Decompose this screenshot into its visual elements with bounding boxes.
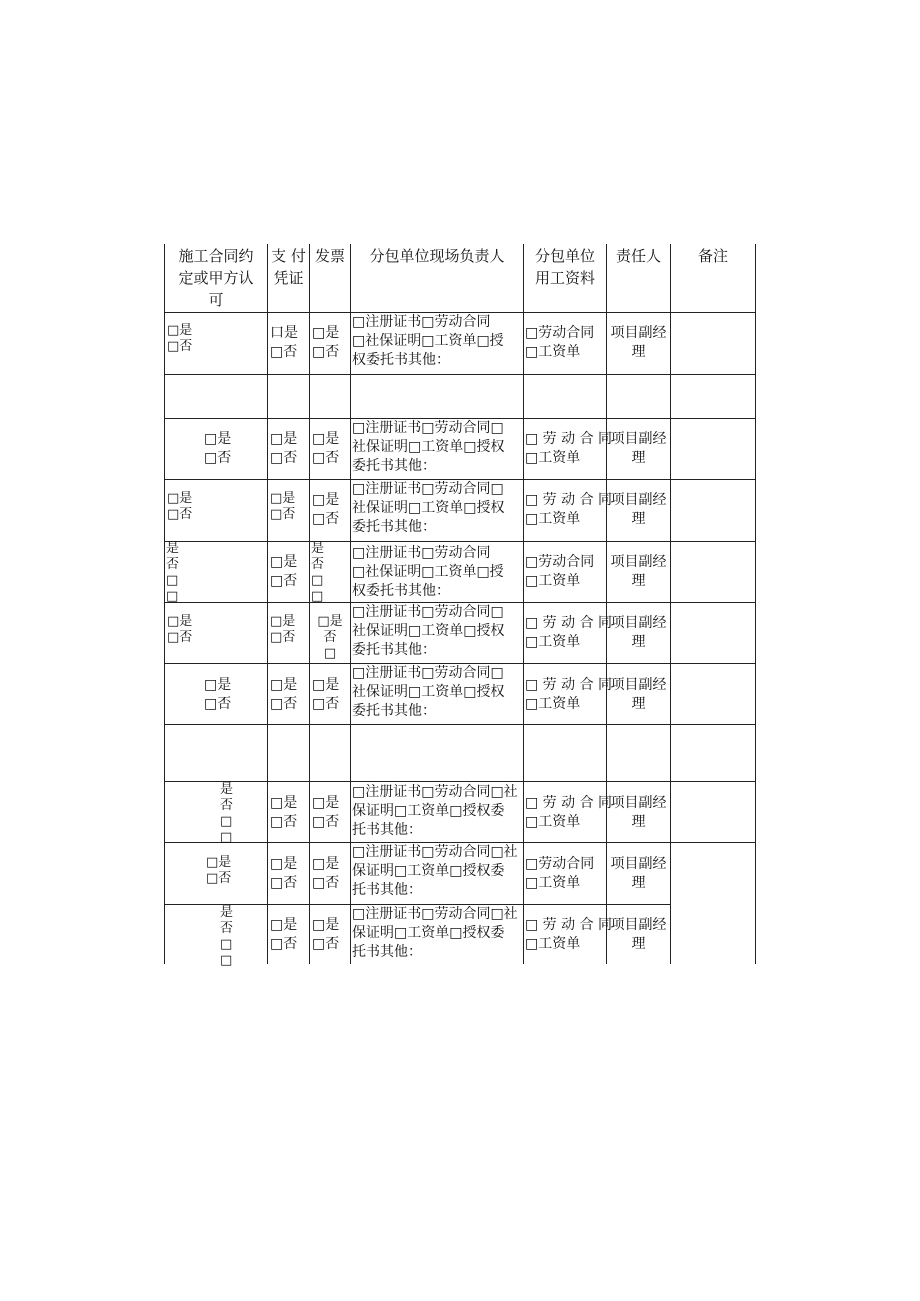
- labor-option[interactable]: □ 劳 动 合 同: [525, 431, 613, 447]
- checkbox-no[interactable]: □否: [270, 450, 298, 466]
- doc-options-line[interactable]: 社保证明□工资单□授权: [352, 623, 505, 639]
- row-contract-checkboxes[interactable]: [204, 430, 231, 468]
- doc-options-line[interactable]: □社保证明□工资单□授: [352, 333, 504, 349]
- header-text: 可: [208, 291, 224, 309]
- checkbox-no[interactable]: 否: [220, 798, 234, 813]
- checkbox-yes[interactable]: □是: [204, 677, 232, 693]
- doc-options-line[interactable]: 社保证明□工资单□授权: [352, 684, 505, 700]
- header-text: 责任人: [615, 247, 661, 265]
- row-payment-checkboxes[interactable]: [270, 794, 297, 832]
- row-payment-checkboxes[interactable]: [270, 324, 298, 362]
- row-manager-docs[interactable]: [352, 313, 504, 370]
- responsible-text: 理: [631, 936, 646, 952]
- table-border-right: [755, 244, 756, 964]
- doc-options-line[interactable]: 托书其他：: [352, 822, 422, 838]
- checkbox-no[interactable]: □否: [312, 696, 340, 712]
- header-text: 支 付: [271, 247, 306, 265]
- checkbox[interactable]: □: [323, 646, 337, 661]
- responsible-text: 项目副经: [610, 917, 667, 933]
- checkbox-no[interactable]: □否: [270, 936, 298, 952]
- header-responsible: [607, 245, 670, 267]
- labor-option[interactable]: □工资单: [525, 450, 581, 466]
- header-text: 凭证: [273, 269, 304, 287]
- checkbox-yes[interactable]: □是: [167, 323, 193, 338]
- row-manager-docs[interactable]: [352, 419, 504, 476]
- checkbox-yes[interactable]: □是: [206, 855, 232, 870]
- checkbox-yes[interactable]: □是: [312, 431, 340, 447]
- checkbox[interactable]: □: [220, 953, 233, 968]
- doc-options-line[interactable]: □注册证书□劳动合同□社: [352, 784, 518, 800]
- row-invoice-checkboxes[interactable]: [312, 324, 339, 362]
- checkbox-yes[interactable]: □是: [312, 856, 340, 872]
- header-invoice: [310, 245, 350, 267]
- labor-option[interactable]: □工资单: [525, 634, 581, 650]
- checkbox[interactable]: □: [166, 573, 179, 588]
- header-onsite-manager: [351, 245, 523, 267]
- row-responsible: [607, 794, 670, 832]
- row-invoice-checkboxes[interactable]: [312, 916, 339, 954]
- row-manager-docs[interactable]: [352, 603, 504, 660]
- labor-option[interactable]: □劳动合同: [525, 554, 595, 570]
- row-responsible: [607, 855, 670, 893]
- checkbox-no[interactable]: □否: [206, 871, 232, 886]
- responsible-text: 项目副经: [610, 856, 667, 872]
- checkbox-no[interactable]: □否: [270, 875, 298, 891]
- doc-options-line[interactable]: 社保证明□工资单□授权: [352, 439, 505, 455]
- row-payment-checkboxes[interactable]: [270, 553, 297, 591]
- row-labor-docs[interactable]: [525, 855, 594, 893]
- doc-options-line[interactable]: □注册证书□劳动合同□: [352, 481, 504, 497]
- labor-option[interactable]: □工资单: [525, 814, 581, 830]
- doc-options-line[interactable]: □注册证书□劳动合同□: [352, 665, 504, 681]
- checkbox-yes[interactable]: □是: [270, 554, 298, 570]
- row-labor-docs[interactable]: [525, 324, 594, 362]
- row-invoice-checkboxes[interactable]: [312, 491, 339, 529]
- checkbox-yes[interactable]: □是: [312, 325, 340, 341]
- checkbox-yes[interactable]: □是: [167, 491, 193, 506]
- doc-options-line[interactable]: □注册证书□劳动合同□社: [352, 906, 518, 922]
- row-contract-checkboxes[interactable]: [167, 323, 192, 355]
- responsible-text: 项目副经: [610, 615, 667, 631]
- row-payment-checkboxes[interactable]: [270, 676, 297, 714]
- checkbox-yes[interactable]: □是: [312, 795, 340, 811]
- labor-option[interactable]: □工资单: [525, 936, 581, 952]
- checkbox-no[interactable]: □否: [204, 450, 232, 466]
- row-manager-docs[interactable]: [352, 783, 518, 840]
- responsible-text: 项目副经: [610, 795, 667, 811]
- checkbox-yes[interactable]: □是: [270, 431, 298, 447]
- doc-options-line[interactable]: □社保证明□工资单□授: [352, 564, 504, 580]
- checkbox-no[interactable]: □否: [167, 630, 193, 645]
- responsible-text: 理: [631, 511, 646, 527]
- row-responsible: [607, 430, 670, 468]
- row-divider: [164, 541, 756, 542]
- checkbox-yes[interactable]: □是: [312, 677, 340, 693]
- column-divider: [309, 244, 310, 964]
- row-responsible: [607, 614, 670, 652]
- doc-options-line[interactable]: 委托书其他：: [352, 458, 436, 474]
- responsible-text: 理: [631, 450, 646, 466]
- checkbox-no[interactable]: □否: [312, 450, 340, 466]
- row-divider: [164, 781, 756, 782]
- checkbox-no[interactable]: □否: [270, 630, 296, 645]
- header-text: 定或甲方认: [178, 269, 254, 287]
- row-payment-checkboxes[interactable]: [270, 614, 295, 646]
- labor-option[interactable]: □工资单: [525, 344, 581, 360]
- row-divider: [164, 374, 756, 375]
- responsible-text: 项目副经: [610, 431, 667, 447]
- row-invoice-checkboxes[interactable]: [312, 676, 339, 714]
- doc-options-line[interactable]: 委托书其他：: [352, 519, 436, 535]
- labor-option[interactable]: □ 劳 动 合 同: [525, 492, 613, 508]
- labor-option[interactable]: □ 劳 动 合 同: [525, 615, 613, 631]
- row-divider: [164, 724, 756, 725]
- row-contract-checkboxes[interactable]: [204, 676, 231, 714]
- row-labor-docs[interactable]: [525, 916, 612, 954]
- row-responsible: [607, 324, 670, 362]
- row-labor-docs[interactable]: [525, 676, 612, 714]
- header-text: 分包单位: [534, 247, 595, 265]
- row-responsible: [607, 553, 670, 591]
- checkbox-no[interactable]: 否: [166, 557, 180, 572]
- responsible-text: 项目副经: [610, 325, 667, 341]
- row-responsible: [607, 491, 670, 529]
- checkbox-no[interactable]: □否: [270, 573, 298, 589]
- responsible-text: 理: [631, 814, 646, 830]
- column-divider: [523, 244, 524, 964]
- header-text: 分包单位现场负责人: [369, 247, 505, 265]
- checkbox-yes[interactable]: □是: [167, 614, 193, 629]
- doc-options-line[interactable]: 权委托书其他：: [352, 352, 450, 368]
- doc-options-line[interactable]: □注册证书□劳动合同□社: [352, 844, 518, 860]
- checkbox-yes[interactable]: □是: [317, 614, 343, 629]
- responsible-text: 理: [631, 344, 646, 360]
- doc-options-line[interactable]: 保证明□工资单□授权委: [352, 803, 505, 819]
- checkbox-no[interactable]: □否: [270, 344, 298, 360]
- checkbox-yes[interactable]: 是: [166, 541, 180, 556]
- labor-option[interactable]: □ 劳 动 合 同: [525, 917, 613, 933]
- checkbox-no[interactable]: □否: [312, 936, 340, 952]
- checkbox-yes[interactable]: □是: [312, 917, 340, 933]
- checkbox-no[interactable]: □否: [167, 507, 193, 522]
- responsible-text: 项目副经: [610, 492, 667, 508]
- checkbox-no[interactable]: 否: [323, 630, 337, 645]
- labor-option[interactable]: □劳动合同: [525, 325, 595, 341]
- checkbox[interactable]: □: [311, 573, 324, 588]
- checkbox-no[interactable]: □否: [270, 507, 296, 522]
- row-contract-checkboxes[interactable]: [167, 491, 192, 523]
- doc-options-line[interactable]: 托书其他：: [352, 882, 422, 898]
- responsible-text: 理: [631, 634, 646, 650]
- checkbox[interactable]: □: [220, 830, 233, 845]
- header-remarks: [671, 245, 755, 267]
- row-payment-checkboxes[interactable]: [270, 430, 297, 468]
- header-text: 备注: [697, 247, 728, 265]
- checkbox-no[interactable]: □否: [167, 339, 193, 354]
- row-responsible: [607, 916, 670, 954]
- checkbox-no[interactable]: □否: [312, 511, 340, 527]
- doc-options-line[interactable]: 托书其他：: [352, 944, 422, 960]
- row-contract-checkboxes[interactable]: [220, 905, 233, 969]
- header-text: 施工合同约: [178, 247, 254, 265]
- header-text: 发票: [314, 247, 345, 265]
- responsible-text: 理: [631, 875, 646, 891]
- checkbox-no[interactable]: □否: [270, 814, 298, 830]
- doc-options-line[interactable]: 委托书其他：: [352, 703, 436, 719]
- column-divider: [670, 244, 671, 964]
- row-manager-docs[interactable]: [352, 544, 504, 601]
- labor-option[interactable]: □工资单: [525, 875, 581, 891]
- checkbox-no[interactable]: □否: [270, 696, 298, 712]
- header-payment: [268, 245, 309, 289]
- header-text: 用工资料: [534, 269, 595, 287]
- row-invoice-checkboxes[interactable]: [312, 794, 339, 832]
- row-contract-checkboxes[interactable]: [166, 541, 179, 605]
- row-contract-checkboxes[interactable]: [206, 855, 231, 887]
- row-labor-docs[interactable]: [525, 614, 612, 652]
- checkbox-yes[interactable]: □是: [270, 917, 298, 933]
- row-payment-checkboxes[interactable]: [270, 916, 297, 954]
- row-invoice-checkboxes[interactable]: [312, 430, 339, 468]
- row-labor-docs[interactable]: [525, 430, 612, 468]
- checkbox-yes[interactable]: □是: [270, 856, 298, 872]
- labor-option[interactable]: □工资单: [525, 573, 581, 589]
- column-divider: [350, 244, 351, 964]
- row-labor-docs[interactable]: [525, 491, 612, 529]
- checkbox[interactable]: □: [220, 937, 233, 952]
- checkbox[interactable]: □: [220, 814, 233, 829]
- checkbox-yes[interactable]: □是: [270, 491, 296, 506]
- row-contract-checkboxes[interactable]: [167, 614, 192, 646]
- checkbox-yes[interactable]: □是: [204, 431, 232, 447]
- checkbox-yes[interactable]: □是: [270, 614, 296, 629]
- doc-options-line[interactable]: □注册证书□劳动合同: [352, 314, 491, 330]
- doc-options-line[interactable]: 委托书其他：: [352, 642, 436, 658]
- labor-option[interactable]: □工资单: [525, 511, 581, 527]
- row-manager-docs[interactable]: [352, 905, 518, 962]
- checkbox-yes[interactable]: 是: [220, 782, 234, 797]
- checkbox-yes[interactable]: □是: [270, 677, 298, 693]
- header-labor-docs: [524, 245, 606, 289]
- doc-options-line[interactable]: □注册证书□劳动合同□: [352, 604, 504, 620]
- checkbox[interactable]: □: [166, 589, 179, 604]
- labor-option[interactable]: □ 劳 动 合 同: [525, 677, 613, 693]
- doc-options-line[interactable]: 保证明□工资单□授权委: [352, 863, 505, 879]
- labor-option[interactable]: □劳动合同: [525, 856, 595, 872]
- checkbox-no[interactable]: □否: [204, 696, 232, 712]
- row-invoice-checkboxes[interactable]: [311, 541, 324, 605]
- row-payment-checkboxes[interactable]: [270, 491, 295, 523]
- checkbox-no[interactable]: 否: [311, 557, 325, 572]
- row-manager-docs[interactable]: [352, 480, 504, 537]
- doc-options-line[interactable]: 权委托书其他：: [352, 583, 450, 599]
- row-labor-docs[interactable]: [525, 553, 594, 591]
- column-divider: [267, 244, 268, 964]
- responsible-text: 项目副经: [610, 677, 667, 693]
- checkbox-yes[interactable]: 口是: [270, 325, 298, 341]
- doc-options-line[interactable]: 保证明□工资单□授权委: [352, 925, 505, 941]
- responsible-text: 项目副经: [610, 554, 667, 570]
- checkbox-no[interactable]: □否: [312, 875, 340, 891]
- table-border-left: [164, 244, 165, 964]
- row-invoice-checkboxes[interactable]: [312, 855, 339, 893]
- checkbox-yes[interactable]: □是: [312, 492, 340, 508]
- checkbox-no[interactable]: □否: [312, 814, 340, 830]
- checkbox-yes[interactable]: 是: [311, 541, 325, 556]
- labor-option[interactable]: □ 劳 动 合 同: [525, 795, 613, 811]
- labor-option[interactable]: □工资单: [525, 696, 581, 712]
- row-contract-checkboxes[interactable]: [220, 782, 233, 846]
- responsible-text: 理: [631, 573, 646, 589]
- doc-options-line[interactable]: 社保证明□工资单□授权: [352, 500, 505, 516]
- row-manager-docs[interactable]: [352, 843, 518, 900]
- row-labor-docs[interactable]: [525, 794, 612, 832]
- row-responsible: [607, 676, 670, 714]
- doc-options-line[interactable]: □注册证书□劳动合同□: [352, 420, 504, 436]
- header-contract: [165, 245, 267, 311]
- row-manager-docs[interactable]: [352, 664, 504, 721]
- checkbox[interactable]: □: [311, 589, 324, 604]
- checkbox-no[interactable]: 否: [220, 921, 234, 936]
- checkbox-no[interactable]: □否: [312, 344, 340, 360]
- row-payment-checkboxes[interactable]: [270, 855, 297, 893]
- responsible-text: 理: [631, 696, 646, 712]
- checkbox-yes[interactable]: □是: [270, 795, 298, 811]
- row-invoice-checkboxes[interactable]: [310, 614, 350, 662]
- checkbox-yes[interactable]: 是: [220, 905, 234, 920]
- doc-options-line[interactable]: □注册证书□劳动合同: [352, 545, 491, 561]
